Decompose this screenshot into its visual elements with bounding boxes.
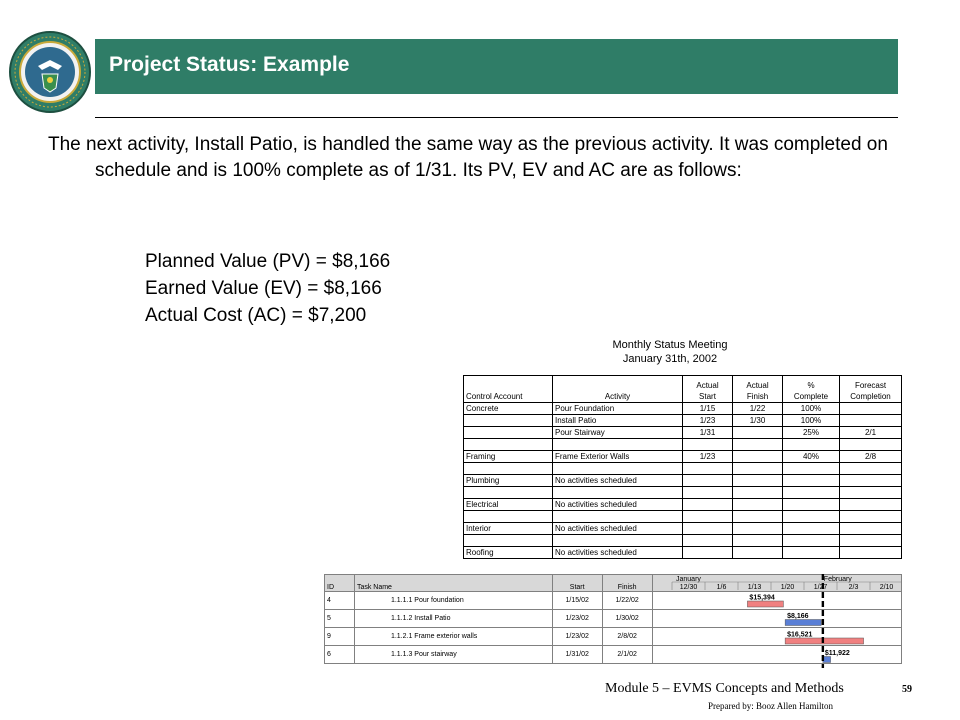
status-row: [464, 475, 902, 487]
earned-value-line: Earned Value (EV) = $8,166: [145, 278, 382, 299]
status-cell-forecast: [840, 475, 902, 487]
status-cell-forecast: [840, 415, 902, 427]
header-percent-complete: [783, 376, 840, 403]
status-cell-finish: [733, 499, 783, 511]
header-actual-finish-line2: Finish: [746, 392, 769, 401]
header-forecast-completion: [840, 376, 902, 403]
status-cell-account: [464, 535, 553, 547]
gantt-cell-id: 6: [325, 646, 355, 664]
gantt-cell-start: 1/31/02: [552, 646, 602, 664]
title-bar: [95, 39, 898, 94]
status-row: [464, 511, 902, 523]
status-cell-account: [464, 487, 553, 499]
status-cell-activity: [553, 487, 683, 499]
status-cell-finish: [733, 427, 783, 439]
gantt-chart: [324, 574, 902, 668]
status-cell-finish: [733, 439, 783, 451]
status-cell-account: Roofing: [464, 547, 553, 559]
status-cell-account: [464, 427, 553, 439]
status-cell-percent: [783, 523, 840, 535]
gantt-bar-amount: $8,166: [787, 613, 809, 620]
gantt-week-label: 2/10: [879, 584, 894, 591]
status-cell-finish: [733, 547, 783, 559]
footer-prepared-by: Prepared by: Booz Allen Hamilton: [708, 701, 833, 711]
status-cell-start: 1/31: [683, 427, 733, 439]
gantt-header-id: ID: [325, 575, 355, 592]
status-cell-start: [683, 499, 733, 511]
header-forecast-line1: Forecast: [854, 381, 887, 390]
status-cell-finish: [733, 475, 783, 487]
status-cell-finish: [733, 463, 783, 475]
gantt-cell-id: 9: [325, 628, 355, 646]
status-row: [464, 535, 902, 547]
body-paragraph: The next activity, Install Patio, is handled the same way as the previous activity. It was completed on schedule and is 100% complete as of 1/31. Its PV, EV and AC are as follows:: [48, 134, 888, 181]
status-cell-activity: No activities scheduled: [553, 523, 683, 535]
status-cell-activity: [553, 535, 683, 547]
status-title-line1: Monthly Status Meeting: [612, 339, 728, 351]
status-cell-account: Interior: [464, 523, 553, 535]
status-cell-percent: 100%: [783, 403, 840, 415]
status-cell-account: [464, 511, 553, 523]
status-cell-finish: [733, 535, 783, 547]
status-cell-start: [683, 523, 733, 535]
status-cell-account: [464, 463, 553, 475]
status-cell-account: Concrete: [464, 403, 553, 415]
header-actual-start-line2: Start: [699, 392, 716, 401]
footer-module: Module 5 – EVMS Concepts and Methods: [605, 681, 844, 696]
gantt-cell-start: 1/15/02: [552, 592, 602, 610]
status-cell-percent: 25%: [783, 427, 840, 439]
status-cell-percent: 40%: [783, 451, 840, 463]
status-cell-percent: [783, 535, 840, 547]
gantt-cell-finish: 1/22/02: [602, 592, 652, 610]
gantt-cell-task: 1.1.1.1 Pour foundation: [354, 592, 552, 610]
gantt-timeline-overlay: [324, 574, 902, 668]
status-cell-finish: [733, 511, 783, 523]
gantt-cell-task: 1.1.1.3 Pour stairway: [354, 646, 552, 664]
status-cell-activity: No activities scheduled: [553, 475, 683, 487]
status-cell-start: 1/23: [683, 415, 733, 427]
gantt-week-label: 12/30: [679, 584, 698, 591]
department-of-energy-seal-icon: [8, 30, 92, 114]
gantt-week-label: 1/6: [716, 584, 727, 591]
status-cell-activity: No activities scheduled: [553, 499, 683, 511]
status-cell-percent: [783, 547, 840, 559]
status-cell-account: [464, 439, 553, 451]
status-row: [464, 415, 902, 427]
gantt-week-label: 2/3: [848, 584, 859, 591]
header-percent-line2: Complete: [793, 392, 829, 401]
gantt-week-label: 1/27: [813, 584, 828, 591]
slide-title: Project Status: Example: [109, 53, 350, 76]
gantt-cell-task: 1.1.2.1 Frame exterior walls: [354, 628, 552, 646]
status-cell-activity: Frame Exterior Walls: [553, 451, 683, 463]
status-cell-finish: 1/30: [733, 415, 783, 427]
status-row: [464, 463, 902, 475]
gantt-bar: [747, 601, 783, 607]
header-actual-start: [683, 376, 733, 403]
gantt-header-start: Start: [552, 575, 602, 592]
status-title-line2: January 31th, 2002: [622, 353, 718, 365]
gantt-week-label: 1/13: [747, 584, 762, 591]
header-forecast-line2: Completion: [850, 392, 891, 401]
gantt-cell-id: 5: [325, 610, 355, 628]
status-cell-activity: [553, 511, 683, 523]
status-cell-forecast: [840, 463, 902, 475]
status-cell-start: [683, 463, 733, 475]
status-cell-start: [683, 547, 733, 559]
gantt-cell-id: 4: [325, 592, 355, 610]
gantt-bar-amount: $11,922: [824, 650, 850, 657]
gantt-bar-amount: $16,521: [787, 631, 813, 639]
header-actual-finish: [733, 376, 783, 403]
status-cell-activity: No activities scheduled: [553, 547, 683, 559]
gantt-header-finish: Finish: [602, 575, 652, 592]
status-cell-activity: Pour Stairway: [553, 427, 683, 439]
gantt-header-task: Task Name: [354, 575, 552, 592]
status-cell-account: Electrical: [464, 499, 553, 511]
status-row: [464, 451, 902, 463]
gantt-bar: [785, 620, 821, 626]
status-cell-forecast: 2/1: [840, 427, 902, 439]
status-cell-percent: [783, 475, 840, 487]
status-cell-forecast: [840, 403, 902, 415]
gantt-cell-task: 1.1.1.2 Install Patio: [354, 610, 552, 628]
status-cell-start: [683, 511, 733, 523]
status-cell-start: 1/15: [683, 403, 733, 415]
status-cell-forecast: [840, 547, 902, 559]
status-cell-start: [683, 535, 733, 547]
status-row: [464, 547, 902, 559]
status-cell-percent: 100%: [783, 415, 840, 427]
status-cell-forecast: [840, 499, 902, 511]
gantt-bar: [785, 638, 863, 644]
value-list: [145, 248, 390, 329]
status-cell-forecast: 2/8: [840, 451, 902, 463]
status-cell-forecast: [840, 487, 902, 499]
status-cell-percent: [783, 487, 840, 499]
gantt-cell-finish: 1/30/02: [602, 610, 652, 628]
status-row: [464, 439, 902, 451]
status-cell-forecast: [840, 439, 902, 451]
header-actual-finish-line1: Actual: [746, 381, 769, 390]
status-cell-account: Plumbing: [464, 475, 553, 487]
status-cell-finish: 1/22: [733, 403, 783, 415]
gantt-cell-start: 1/23/02: [552, 610, 602, 628]
status-table-title: [570, 338, 770, 366]
status-cell-activity: [553, 463, 683, 475]
gantt-cell-finish: 2/8/02: [602, 628, 652, 646]
header-percent-line1: %: [807, 381, 815, 390]
status-table: [463, 375, 902, 559]
gantt-week-label: 1/20: [780, 584, 795, 591]
status-cell-activity: Install Patio: [553, 415, 683, 427]
status-cell-finish: [733, 451, 783, 463]
header-actual-start-line1: Actual: [696, 381, 719, 390]
status-cell-activity: Pour Foundation: [553, 403, 683, 415]
status-cell-percent: [783, 499, 840, 511]
status-cell-percent: [783, 511, 840, 523]
status-row: [464, 403, 902, 415]
status-header-row: [464, 376, 902, 403]
gantt-bar-amount: $15,394: [749, 594, 775, 602]
status-cell-finish: [733, 487, 783, 499]
gantt-month-label: February: [823, 576, 852, 583]
gantt-cell-start: 1/23/02: [552, 628, 602, 646]
status-cell-forecast: [840, 523, 902, 535]
status-cell-forecast: [840, 511, 902, 523]
status-cell-forecast: [840, 535, 902, 547]
planned-value-line: Planned Value (PV) = $8,166: [145, 251, 391, 272]
status-cell-percent: [783, 463, 840, 475]
header-control-account: Control Account: [464, 376, 553, 403]
status-cell-account: [464, 415, 553, 427]
status-cell-start: [683, 475, 733, 487]
page-number: 59: [902, 684, 912, 695]
title-divider: [95, 117, 898, 118]
gantt-month-label: January: [676, 576, 701, 583]
status-cell-start: [683, 487, 733, 499]
status-cell-activity: [553, 439, 683, 451]
status-cell-finish: [733, 523, 783, 535]
status-row: [464, 427, 902, 439]
status-cell-start: [683, 439, 733, 451]
status-cell-account: Framing: [464, 451, 553, 463]
header-activity: Activity: [553, 376, 683, 403]
gantt-cell-finish: 2/1/02: [602, 646, 652, 664]
status-row: [464, 523, 902, 535]
status-cell-start: 1/23: [683, 451, 733, 463]
actual-cost-line: Actual Cost (AC) = $7,200: [145, 305, 367, 326]
status-cell-percent: [783, 439, 840, 451]
status-row: [464, 487, 902, 499]
status-row: [464, 499, 902, 511]
